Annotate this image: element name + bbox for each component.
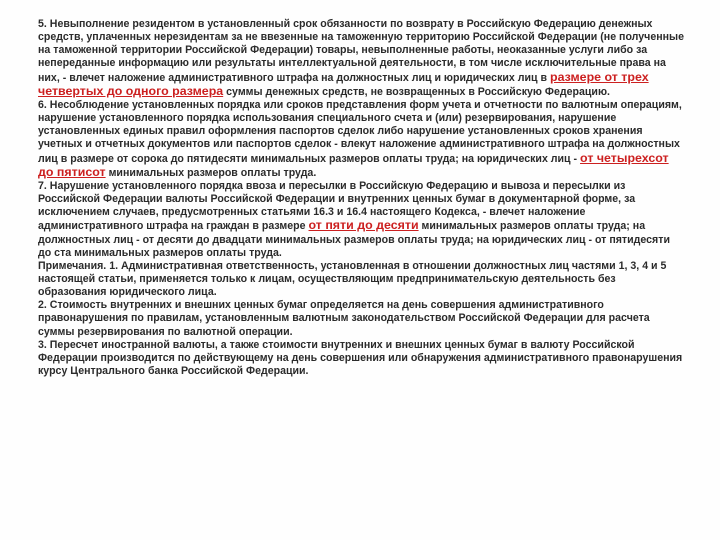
paragraph-6-text: 6. Несоблюдение установленных порядка или сроков представления форм учета и отчетности по валютным операциям, нарушение установленного порядка использования специального счета и (или) резервирования, нарушение установленных единых правил оформления паспортов сделок либо нарушение установленных сроков хранения учетных и отчетных документов или паспортов сделок - влекут наложение административного штрафа на должностных лиц в размере от сорока до пятидесяти минимальных размеров оплаты труда; на юридических лиц - bbox=[38, 98, 682, 165]
paragraph-7-tail: минимальных размеров оплаты труда; на должностных лиц - от десяти до двадцати минимальных размеров оплаты труда; на юридических лиц - от пятидесяти до ста минимальных размеров оплаты труда. bbox=[38, 220, 670, 259]
note-1: Примечания. 1. Административная ответственность, установленная в отношении должностных лиц частями 1, 3, 4 и 5 настоящей статьи, применяется только к лицам, осуществляющим предпринимательскую деятельность без образования юридического лица. bbox=[38, 259, 667, 299]
note-2: 2. Стоимость внутренних и внешних ценных бумаг определяется на день совершения административного правонарушения по правилам, установленным валютным законодательством Российской Федерации для расчета суммы резервирования по валютной операции. bbox=[38, 299, 650, 338]
document-text bbox=[38, 18, 686, 378]
paragraph-5 bbox=[38, 18, 686, 99]
paragraph-5-tail: суммы денежных средств, не возвращенных в Российскую Федерацию. bbox=[226, 85, 610, 98]
paragraph-7-highlight: от пяти до десяти bbox=[308, 218, 419, 233]
paragraph-6-highlight: от четырехсот до пятисот bbox=[38, 150, 669, 179]
paragraph-7 bbox=[38, 180, 686, 260]
paragraph-5-highlight: размере от трех четвертых до одного размера bbox=[38, 69, 649, 98]
note-3: 3. Пересчет иностранной валюты, а также стоимости внутренних и внешних ценных бумаг в валюту Российской Федерации производится по действующему на день совершения или обнаружения административного правонарушения курсу Центрального банка Российской Федерации. bbox=[38, 338, 683, 378]
paragraph-6 bbox=[38, 99, 686, 180]
paragraph-6-tail: минимальных размеров оплаты труда. bbox=[108, 166, 317, 179]
paragraph-5-text: 5. Невыполнение резидентом в установленный срок обязанности по возврату в Российскую Федерацию денежных средств, уплаченных нерезидентам за не ввезенные на таможенную территорию Российской Федерации (не полученные на таможенной территории Российской Федерации) товары, невыполненные работы, неоказанные услуги либо за непереданные информацию или результаты интеллектуальной деятельности, в том числе исключительные права на них, - влечет наложение административного штрафа на должностных лиц и юридических лиц в bbox=[38, 18, 685, 84]
paragraph-7-text: 7. Нарушение установленного порядка ввоза и пересылки в Российскую Федерацию и вывоза и пересылки из Российской Федерации валюты Российской Федерации и внутренних ценных бумаг в документарной форме, за исключением случаев, предусмотренных статьями 16.3 и 16.4 настоящего Кодекса, - влечет наложение административного штрафа на граждан в размере bbox=[38, 179, 636, 233]
